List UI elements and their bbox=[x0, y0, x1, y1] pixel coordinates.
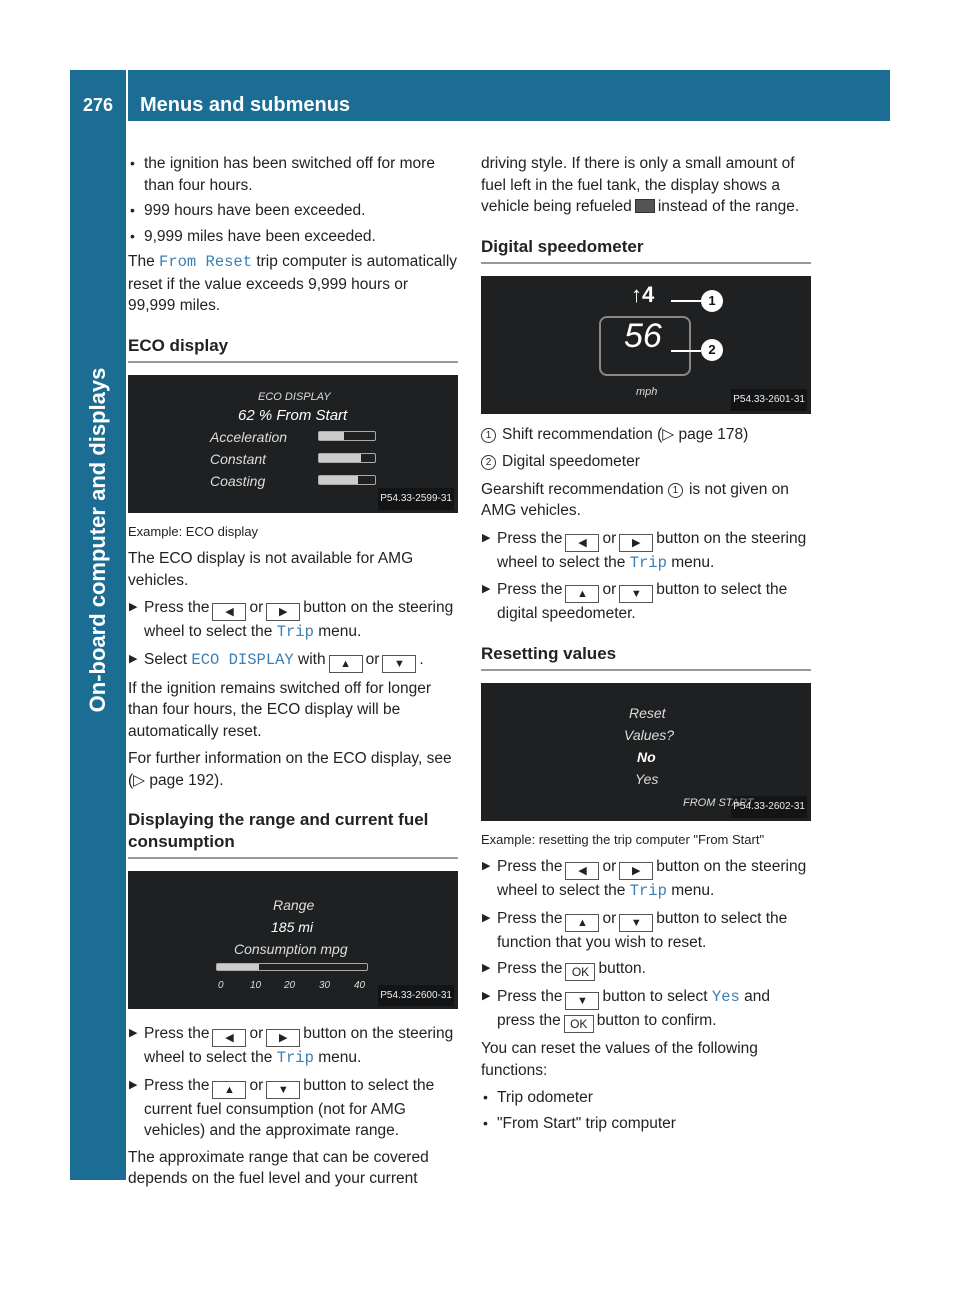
refuel-icon bbox=[635, 199, 655, 213]
text-run: The bbox=[128, 253, 160, 270]
step: ▶ Select ECO DISPLAY with ▲ or ▼ . bbox=[128, 649, 458, 673]
page-number: 276 bbox=[70, 70, 126, 121]
list-item: • 9,999 miles have been exceeded. bbox=[128, 226, 458, 248]
speed-value: 56 bbox=[624, 316, 662, 355]
right-key-icon: ▶ bbox=[619, 534, 653, 552]
yes-term: Yes bbox=[711, 988, 740, 1006]
side-tab-label: On-board computer and displays bbox=[85, 367, 110, 713]
image-code: P54.33-2600-31 bbox=[378, 985, 454, 1007]
range-paragraph: The approximate range that can be covered depends on the fuel level and your current bbox=[128, 1148, 429, 1187]
text-run: button to select the function that you wish to reset. bbox=[497, 909, 788, 951]
text-run: menu. bbox=[671, 882, 715, 899]
inline-element bbox=[319, 476, 358, 484]
text-run: with bbox=[298, 650, 326, 668]
eco-display-image bbox=[128, 375, 458, 513]
eco-screen-title: ECO DISPLAY bbox=[258, 390, 331, 403]
eco-bar-constant bbox=[318, 453, 376, 463]
eco-screen-acceleration: Acceleration bbox=[210, 428, 288, 445]
down-key-icon: ▼ bbox=[382, 655, 416, 673]
speedo-heading: Digital speedometer bbox=[481, 236, 811, 264]
down-key-icon: ▼ bbox=[266, 1081, 300, 1099]
text-run: or bbox=[365, 650, 380, 668]
image-code: P54.33-2599-31 bbox=[378, 488, 454, 510]
gear-indicator: ↑4 bbox=[631, 281, 655, 307]
text-run: button on the steering wheel to select the bbox=[144, 1025, 454, 1066]
range-screen-label: Range bbox=[273, 897, 315, 913]
down-key-icon: ▼ bbox=[619, 914, 653, 932]
eco-screen-constant: Constant bbox=[210, 450, 267, 467]
reset-image bbox=[481, 683, 811, 821]
step bbox=[481, 986, 811, 1033]
trip-term: Trip bbox=[629, 553, 667, 572]
eco-bar-acceleration bbox=[318, 431, 376, 441]
reset-caption: Example: resetting the trip computer "From Start" bbox=[481, 831, 765, 847]
tick-label: 40 bbox=[354, 980, 366, 991]
right-key-icon: ▶ bbox=[619, 862, 653, 880]
text-run: Press the bbox=[497, 581, 563, 598]
step bbox=[481, 958, 811, 981]
inline-element: 2 bbox=[481, 455, 496, 470]
callout-2: 2 bbox=[701, 339, 723, 361]
reset-screen-line: Values? bbox=[624, 726, 675, 743]
text-run: menu. bbox=[318, 1049, 362, 1066]
range-continued bbox=[481, 153, 811, 218]
tick-label: 10 bbox=[250, 980, 262, 991]
reset-functions-intro: You can reset the values of the following functions: bbox=[481, 1040, 758, 1079]
right-key-icon: ▶ bbox=[266, 603, 300, 621]
list-item: • 999 hours have been exceeded. bbox=[128, 200, 458, 222]
eco-bar-coasting bbox=[318, 475, 376, 485]
text-run: or bbox=[602, 529, 617, 547]
inline-element bbox=[319, 432, 344, 440]
text-run: button on the steering wheel to select the bbox=[497, 529, 807, 571]
text-run: and press the bbox=[497, 988, 771, 1029]
text-run: button on the steering wheel to select the bbox=[144, 599, 454, 640]
text-run: Select bbox=[144, 650, 188, 668]
eco-screen-coasting: Coasting bbox=[210, 472, 266, 489]
left-key-icon: ◀ bbox=[565, 862, 599, 880]
from-reset-term: From Reset bbox=[159, 253, 253, 271]
range-display-image bbox=[128, 871, 458, 1009]
text-run: Shift recommendation (▷ page 178) bbox=[502, 425, 749, 443]
text-run: is not given on AMG vehicles. bbox=[481, 480, 789, 519]
eco-further: For further information on the ECO display, see (▷ page 192). bbox=[128, 750, 452, 789]
up-key-icon: ▲ bbox=[565, 585, 599, 603]
text-run: Press the bbox=[497, 960, 563, 977]
reset-screen-option-yes: Yes bbox=[635, 770, 659, 787]
text-run: Digital speedometer bbox=[502, 453, 640, 470]
right-key-icon: ▶ bbox=[266, 1029, 300, 1047]
text-run: trip computer is automatically reset if the value exceeds 9,999 hours or 99,999 miles. bbox=[128, 253, 458, 314]
tick-label: 0 bbox=[218, 980, 224, 991]
text-run: button on the steering wheel to select the bbox=[497, 858, 807, 899]
tick-label: 20 bbox=[284, 980, 296, 991]
text-run: Press the bbox=[497, 529, 563, 547]
left-column bbox=[128, 153, 458, 1196]
speed-unit: mph bbox=[636, 385, 658, 398]
text-run: button to confirm. bbox=[596, 1012, 717, 1029]
ok-key-icon: OK bbox=[565, 963, 595, 981]
text-run: or bbox=[249, 599, 264, 616]
step bbox=[481, 579, 811, 625]
gear-note bbox=[481, 479, 811, 522]
text-run: menu. bbox=[671, 553, 715, 571]
text-run: Press the bbox=[144, 1025, 210, 1042]
list-item: • the ignition has been switched off for more than four hours. bbox=[128, 153, 458, 196]
text-run: or bbox=[249, 1025, 264, 1042]
range-heading: Displaying the range and current fuel consumption bbox=[128, 809, 458, 859]
text-run: button to select the digital speedometer. bbox=[497, 581, 788, 622]
right-column bbox=[481, 153, 811, 1138]
left-key-icon: ◀ bbox=[565, 534, 599, 552]
left-key-icon: ◀ bbox=[212, 1029, 246, 1047]
step bbox=[481, 908, 811, 954]
reset-screen-line: Reset bbox=[629, 704, 666, 721]
text-run: button to select bbox=[602, 988, 708, 1005]
down-key-icon: ▼ bbox=[565, 992, 599, 1010]
eco-reset-note: If the ignition remains switched off for longer than four hours, the ECO display will be automatically reset. bbox=[128, 679, 431, 740]
step bbox=[481, 528, 811, 575]
text-run: Press the bbox=[497, 988, 563, 1005]
inline-element: 1 bbox=[481, 428, 496, 443]
list-item: • Trip odometer bbox=[481, 1087, 811, 1109]
image-code: P54.33-2601-31 bbox=[731, 389, 807, 411]
legend-item bbox=[481, 451, 811, 473]
step bbox=[128, 1075, 458, 1142]
text-run: Press the bbox=[144, 599, 210, 616]
reset-screen-option-no: No bbox=[637, 748, 656, 765]
text-run: button. bbox=[598, 960, 646, 977]
trip-term: Trip bbox=[276, 1049, 314, 1067]
text-run: instead of the range. bbox=[657, 198, 800, 215]
inline-element: 1 bbox=[668, 483, 683, 498]
eco-display-term: ECO DISPLAY bbox=[191, 650, 294, 669]
image-code: P54.33-2602-31 bbox=[731, 796, 807, 818]
down-key-icon: ▼ bbox=[619, 585, 653, 603]
text-run: button to select the current fuel consumption (not for AMG vehicles) and the approximate range. bbox=[144, 1076, 435, 1139]
step bbox=[128, 1023, 458, 1070]
text-run: Press the bbox=[497, 858, 563, 875]
page-title: Menus and submenus bbox=[140, 94, 351, 116]
text-run: or bbox=[249, 1076, 264, 1094]
trip-term: Trip bbox=[629, 882, 667, 900]
eco-heading: ECO display bbox=[128, 335, 458, 363]
text-run: menu. bbox=[318, 623, 362, 640]
text-run: Gearshift recommendation bbox=[481, 480, 664, 498]
step bbox=[481, 856, 811, 903]
callout-line bbox=[671, 350, 701, 352]
text-run: driving style. If there is only a small amount of fuel left in the fuel tank, the display shows a vehicle being refueled bbox=[481, 155, 795, 215]
reset-heading: Resetting values bbox=[481, 643, 811, 671]
up-key-icon: ▲ bbox=[329, 655, 363, 673]
list-item: • "From Start" trip computer bbox=[481, 1113, 811, 1135]
inline-element bbox=[319, 454, 361, 462]
eco-note: The ECO display is not available for AMG vehicles. bbox=[128, 550, 414, 589]
tick-label: 30 bbox=[319, 980, 331, 991]
text-run: or bbox=[602, 909, 617, 927]
callout-line bbox=[671, 300, 701, 302]
step bbox=[128, 597, 458, 644]
header-divider bbox=[126, 70, 128, 121]
reset-screen-from-start: FROM START bbox=[683, 796, 754, 809]
up-key-icon: ▲ bbox=[565, 914, 599, 932]
range-screen-consumption: Consumption mpg bbox=[234, 941, 348, 957]
legend-item bbox=[481, 424, 811, 446]
range-screen-value: 185 mi bbox=[271, 919, 314, 935]
callout-1: 1 bbox=[701, 290, 723, 312]
trip-term: Trip bbox=[276, 623, 314, 641]
text-run: Press the bbox=[497, 909, 563, 927]
consumption-bar bbox=[216, 963, 368, 971]
ok-key-icon: OK bbox=[564, 1015, 594, 1033]
text-run: Press the bbox=[144, 1076, 210, 1094]
reset-paragraph bbox=[128, 251, 458, 317]
eco-caption: Example: ECO display bbox=[128, 523, 259, 539]
eco-screen-subtitle: 62 % From Start bbox=[238, 406, 348, 424]
inline-element bbox=[217, 964, 259, 970]
left-key-icon: ◀ bbox=[212, 603, 246, 621]
up-key-icon: ▲ bbox=[212, 1081, 246, 1099]
text-run: or bbox=[602, 581, 617, 598]
text-run: or bbox=[602, 858, 617, 875]
speedo-image bbox=[481, 276, 811, 414]
